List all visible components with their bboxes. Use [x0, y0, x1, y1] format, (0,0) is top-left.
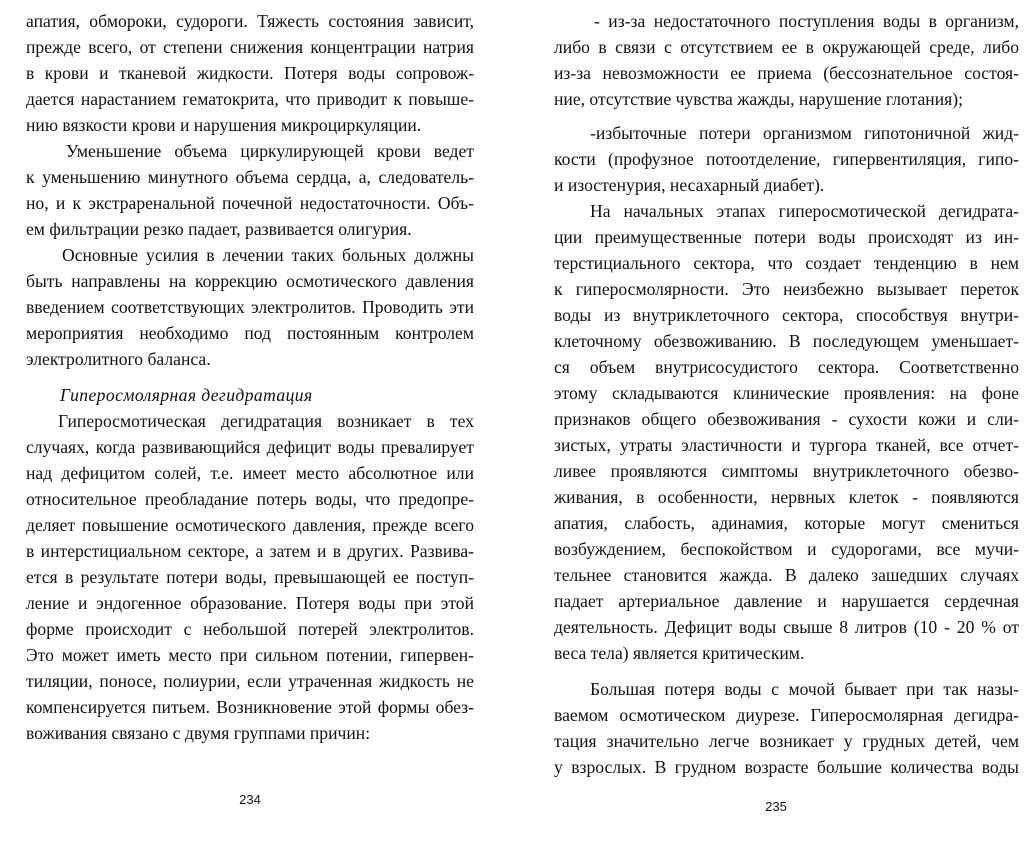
text-line: к уменьшению минутного объема сердца, а, следователь-	[26, 167, 474, 187]
page-number: 234	[239, 792, 261, 807]
left-page-text	[26, 8, 474, 746]
text-line: и изостенурия, несахарный диабет).	[554, 175, 825, 195]
text-line: воды из внутриклеточного сектора, способствуя внутри-	[554, 305, 1019, 325]
text-line: к гиперосмолярности. Это неизбежно вызывает переток	[554, 279, 1019, 299]
text-line: тельнее становится жажда. В далеко зашедших случаях	[554, 565, 1019, 585]
section-heading: Гиперосмолярная дегидратация	[60, 385, 313, 405]
text-line: прежде всего, от степени снижения концентрации натрия	[26, 37, 474, 57]
text-line: веса тела) является критическим.	[554, 643, 805, 663]
right-paragraph-1	[554, 8, 1019, 112]
right-paragraph-4	[554, 676, 1019, 780]
text-line: - из-за недостаточного поступления воды в организм,	[594, 11, 1019, 31]
text-line: Большая потеря воды с мочой бывает при так назы-	[590, 679, 1019, 699]
text-line: форме происходит с небольшой потерей электролитов.	[26, 619, 474, 639]
left-paragraph-3	[26, 242, 474, 372]
text-line: электролитного баланса.	[26, 349, 211, 369]
text-line: ливее проявляются симптомы внутриклеточного обезво-	[554, 461, 1019, 481]
text-line: На начальных этапах гиперосмотической дегидрата-	[590, 201, 1019, 221]
right-paragraph-2	[554, 120, 1019, 198]
text-line: нию вязкости крови и нарушения микроциркуляции.	[26, 115, 422, 135]
text-line: ется в результате потери воды, превышающей ее поступ-	[26, 567, 474, 587]
text-line: мероприятия необходимо под постоянным контролем	[26, 323, 474, 343]
text-line: Основные усилия в лечении таких больных должны	[62, 245, 474, 265]
text-line: либо в связи с отсутствием ее в окружающей среде, либо	[554, 37, 1019, 57]
text-line: апатия, обмороки, судороги. Тяжесть состояния зависит,	[26, 11, 474, 31]
text-line: над дефицитом солей, т.е. имеет место абсолютное или	[26, 463, 474, 483]
text-line: Это может иметь место при сильном потении, гипервен-	[26, 645, 474, 665]
right-paragraph-3	[554, 198, 1019, 666]
text-line: ем фильтрации резко падает, развивается олигурия.	[26, 219, 412, 239]
text-line: относительное преобладание потерь воды, что предопре-	[26, 489, 474, 509]
text-line: из-за невозможности ее приема (бессознательное состоя-	[554, 63, 1019, 83]
text-line: в крови и тканевой жидкости. Потеря воды сопровож-	[26, 63, 474, 83]
right-page-text	[554, 8, 1019, 780]
left-paragraph-1	[26, 8, 474, 138]
text-line: этому складываются клинические проявления: на фоне	[554, 383, 1019, 403]
text-line: компенсируется питьем. Возникновение этой формы обез-	[26, 697, 474, 717]
text-line: клеточному обезвоживанию. В последующем уменьшает-	[554, 331, 1019, 351]
text-line: падает артериальное давление и нарушается сердечная	[554, 591, 1019, 611]
text-line: ся объем внутрисосудистого сектора. Соответственно	[554, 357, 1019, 377]
right-page	[512, 0, 1024, 842]
left-paragraph-2	[26, 138, 474, 242]
text-line: ции преимущественные потери воды происходят из ин-	[554, 227, 1019, 247]
left-paragraph-4	[26, 408, 474, 746]
text-line: Гиперосмотическая дегидратация возникает в тех	[58, 411, 474, 431]
text-line: возбуждением, беспокойством и судорогами, все мучи-	[554, 539, 1019, 559]
text-line: -избыточные потери организмом гипотоничной жид-	[590, 123, 1019, 143]
text-line: терстициального сектора, что создает тенденцию в нем	[554, 253, 1019, 273]
text-line: введением соответствующих электролитов. Проводить эти	[26, 297, 474, 317]
text-line: дается нарастанием гематокрита, что приводит к повыше-	[26, 89, 474, 109]
text-line: живания, в особенности, нервных клеток - появляются	[554, 487, 1019, 507]
text-line: в интерстициальном секторе, а затем и в других. Развива-	[26, 541, 474, 561]
text-line: но, и к экстраренальной почечной недостаточности. Объ-	[26, 193, 474, 213]
text-line: кости (профузное потоотделение, гипервентиляция, гипо-	[554, 149, 1019, 169]
text-line: у взрослых. В грудном возрасте большие количества воды	[554, 757, 1019, 777]
paragraph-gap	[554, 112, 1019, 120]
text-line: случаях, когда развивающийся дефицит воды превалирует	[26, 437, 474, 457]
text-line: апатия, слабость, адинамия, которые могут смениться	[554, 513, 1019, 533]
text-line: тация значительно легче возникает у грудных детей, чем	[554, 731, 1019, 751]
text-line: тиляции, поносе, полиурии, если утраченная жидкость не	[26, 671, 474, 691]
text-line: признаков общего обезвоживания - сухости кожи и сли-	[554, 409, 1019, 429]
text-line: ние, отсутствие чувства жажды, нарушение глотания);	[554, 89, 963, 109]
text-line: воживания связано с двумя группами причин:	[26, 723, 371, 743]
text-line: ваемом осмотическом диурезе. Гиперосмолярная дегидра-	[554, 705, 1019, 725]
paragraph-gap	[26, 372, 474, 382]
text-line: деятельность. Дефицит воды свыше 8 литров (10 - 20 % от	[554, 617, 1019, 637]
text-line: ление и эндогенное образование. Потеря воды при этой	[26, 593, 474, 613]
text-line: деляет повышение осмотического давления, прежде всего	[26, 515, 474, 535]
paragraph-gap	[554, 666, 1019, 676]
text-line: быть направлены на коррекцию осмотического давления	[26, 271, 474, 291]
text-line: Уменьшение объема циркулирующей крови ведет	[66, 141, 474, 161]
page-number: 235	[765, 799, 787, 814]
text-line: зистых, утраты эластичности и тургора тканей, все отчет-	[554, 435, 1019, 455]
